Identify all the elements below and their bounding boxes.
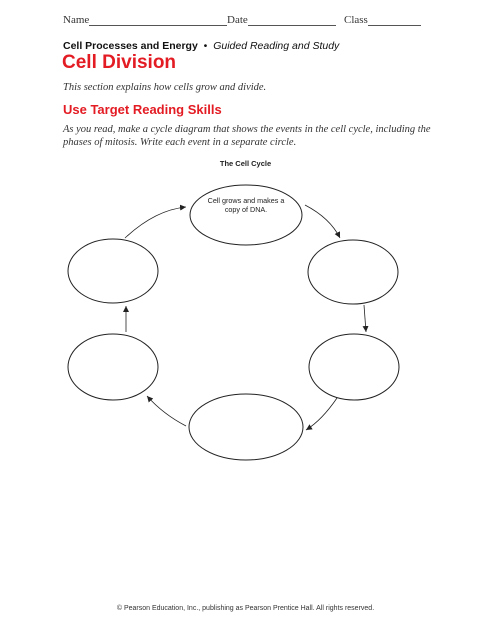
arrow-1-to-2 (305, 205, 340, 238)
first-event-line-1: Cell grows and makes a (207, 196, 285, 205)
cycle-circle-6[interactable] (68, 239, 158, 303)
class-label: Class (344, 14, 368, 26)
arrow-6-to-1 (125, 207, 186, 238)
chapter-name: Cell Processes and Energy (63, 40, 198, 52)
page-title: Cell Division (62, 52, 177, 73)
intro-text: This section explains how cells grow and divide. (63, 82, 267, 93)
instructions-text: As you read, make a cycle diagram that shows the events in the cell cycle, including the phases of mitosis. Write each event in a separate circle. (63, 124, 431, 148)
cycle-circle-1[interactable] (190, 185, 302, 245)
separator-bullet: • (203, 40, 208, 52)
skills-heading: Use Target Reading Skills (63, 102, 222, 117)
diagram-title: The Cell Cycle (219, 159, 272, 168)
cycle-circle-3[interactable] (309, 334, 399, 400)
arrow-3-to-4 (306, 398, 337, 430)
cycle-circle-4[interactable] (189, 394, 303, 460)
arrow-4-to-5 (147, 396, 186, 426)
arrow-2-to-3 (364, 305, 366, 332)
first-event-line-2: copy of DNA. (224, 205, 268, 214)
name-label: Name (63, 14, 90, 26)
cycle-circle-2[interactable] (308, 240, 398, 304)
copyright-footer: © Pearson Education, Inc., publishing as Pearson Prentice Hall. All rights reserved. (116, 605, 375, 612)
cycle-circle-5[interactable] (68, 334, 158, 400)
section-name: Guided Reading and Study (213, 40, 340, 52)
date-label: Date (227, 14, 248, 26)
